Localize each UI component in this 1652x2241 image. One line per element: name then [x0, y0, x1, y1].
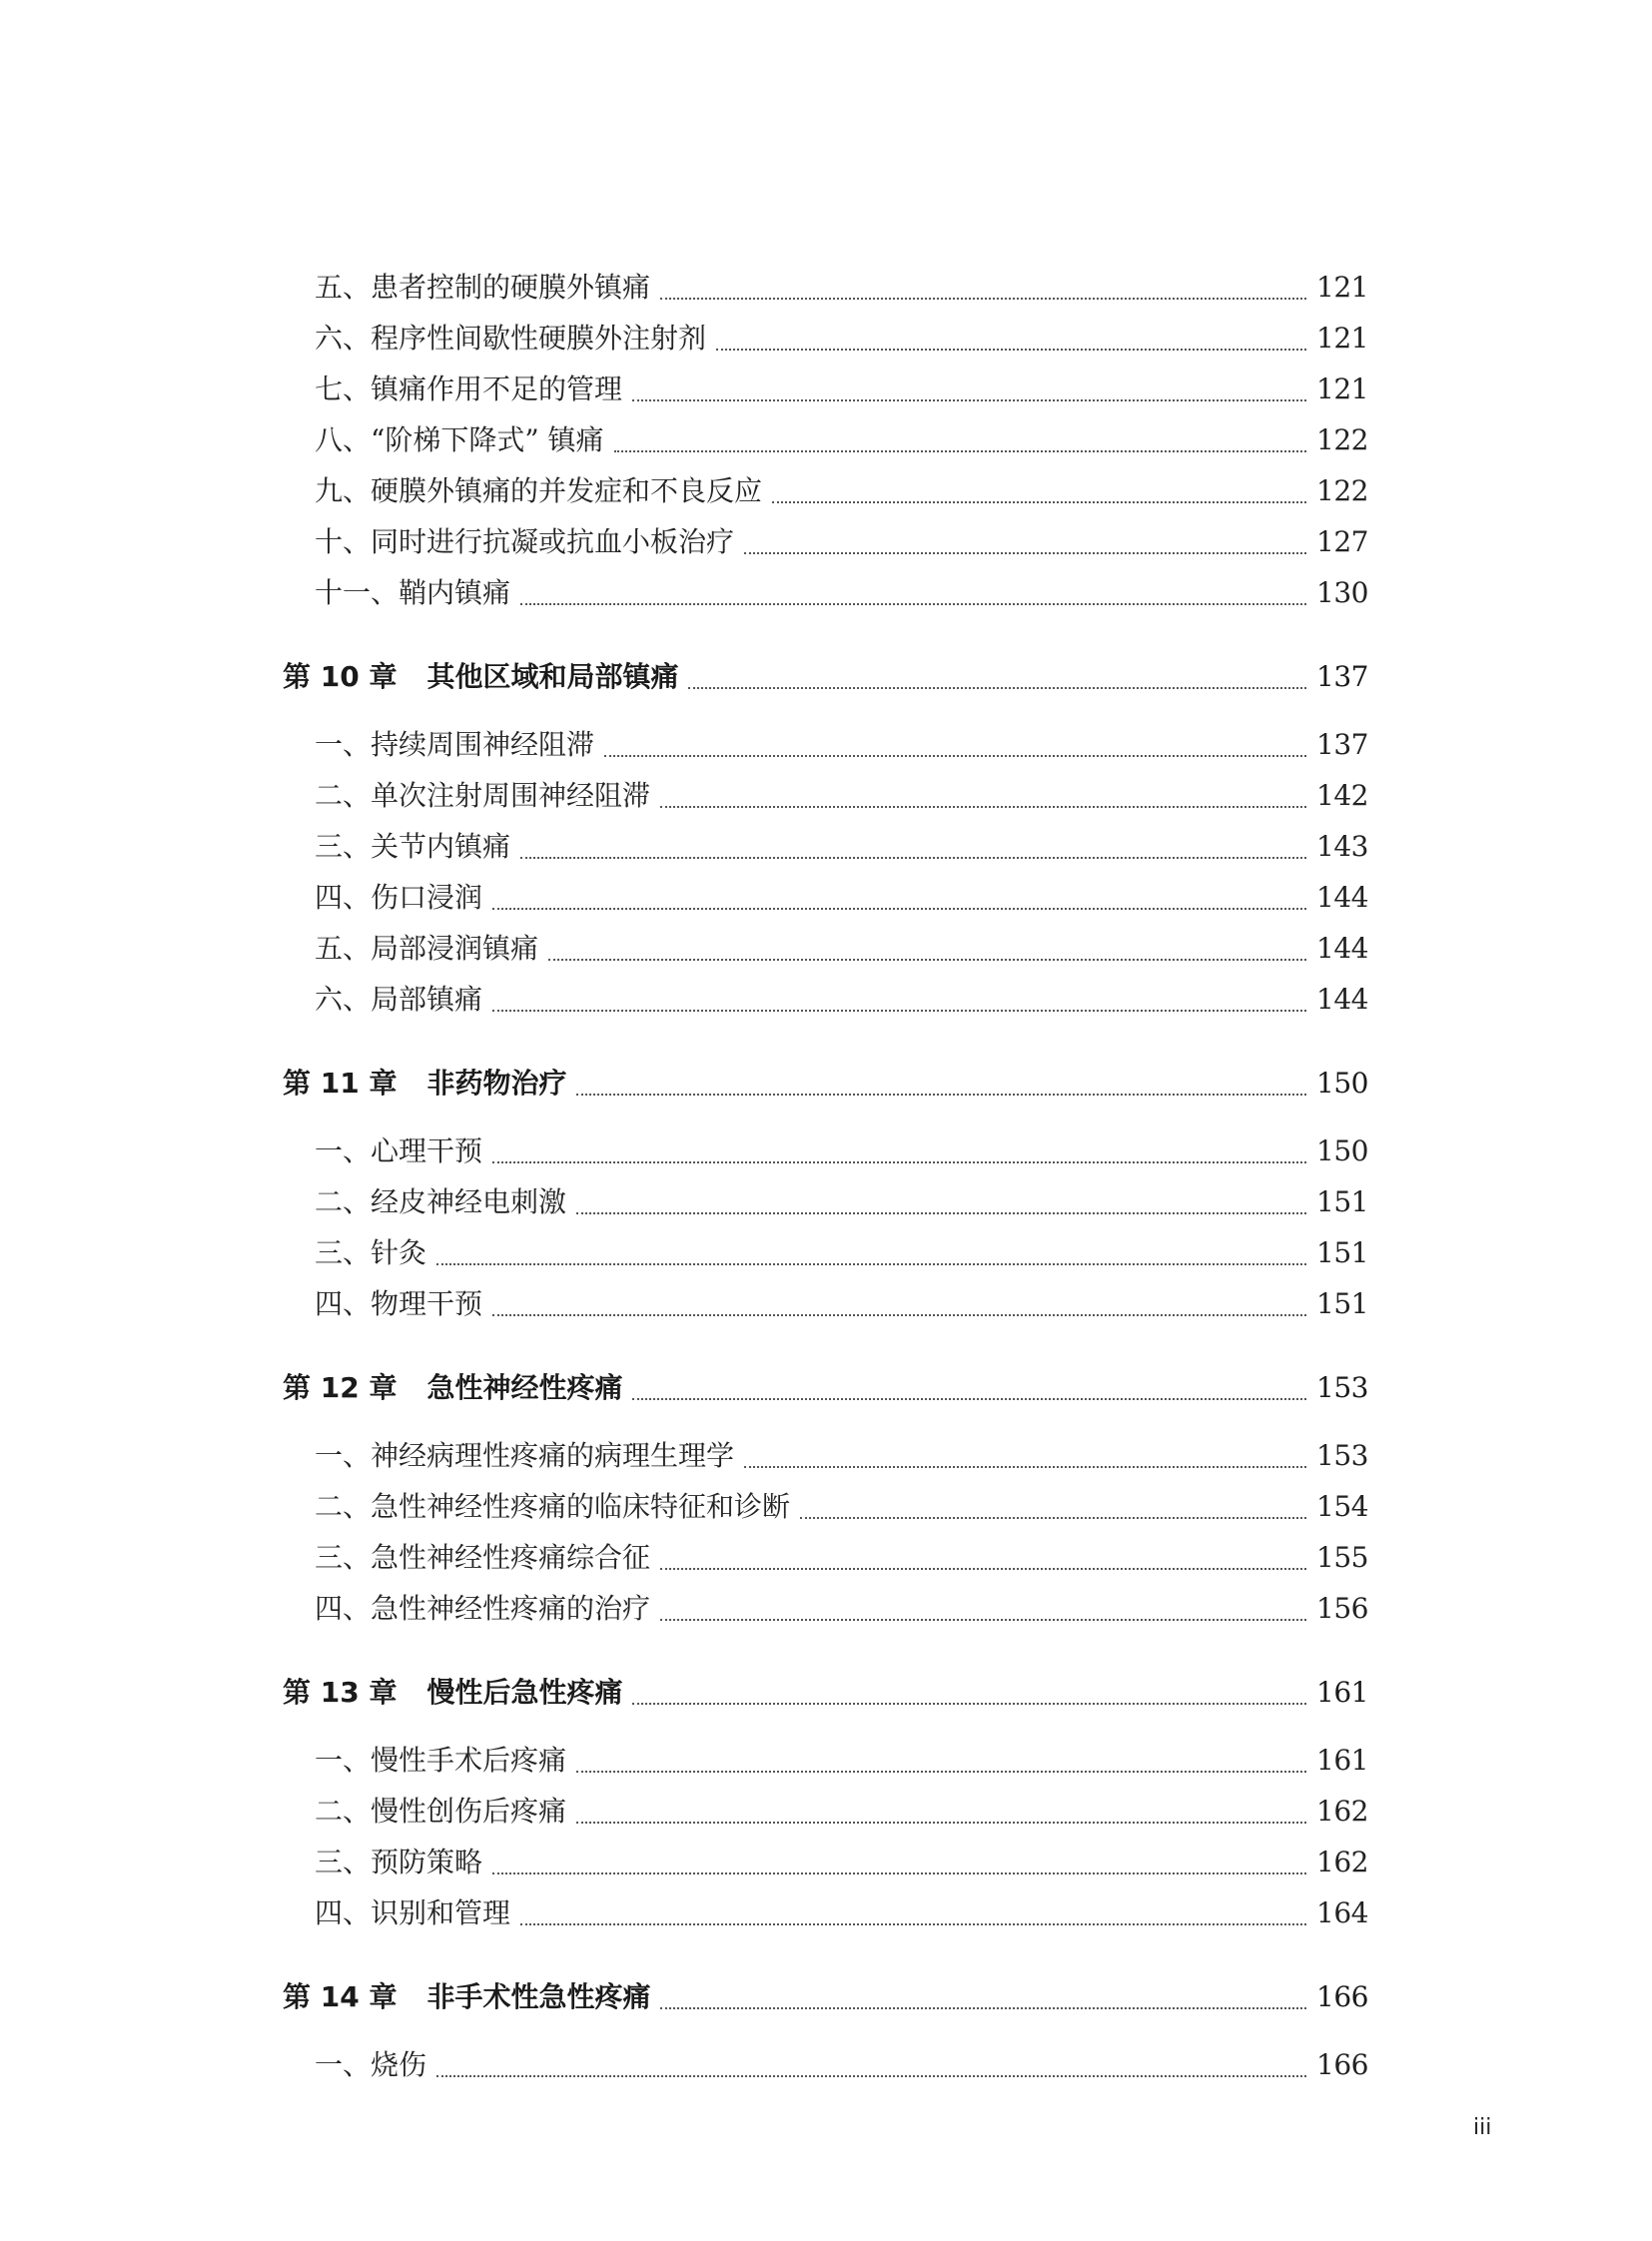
- toc-entry[interactable]: [283, 1278, 1368, 1329]
- chapter-title: 其他区域和局部镇痛: [426, 660, 679, 693]
- toc-entry[interactable]: [283, 1227, 1368, 1278]
- toc-entry[interactable]: [283, 414, 1368, 465]
- dot-leader: [614, 448, 1307, 452]
- entry-page-number: 144: [1316, 881, 1368, 914]
- toc-entry[interactable]: [283, 313, 1368, 364]
- entry-title: 三、预防策略: [315, 1846, 483, 1878]
- dot-leader: [716, 347, 1306, 351]
- entry-title: 四、急性神经性疼痛的治疗: [315, 1592, 651, 1625]
- entry-page-number: 144: [1316, 932, 1368, 965]
- entry-title: 七、镇痛作用不足的管理: [315, 373, 623, 405]
- entry-page-number: 121: [1316, 373, 1368, 405]
- entry-page-number: 164: [1316, 1896, 1368, 1929]
- entry-title: 二、单次注射周围神经阻滞: [315, 779, 651, 812]
- dot-leader: [660, 2005, 1306, 2009]
- entry-page-number: 127: [1316, 525, 1368, 558]
- dot-leader: [660, 296, 1306, 300]
- dot-leader: [632, 397, 1306, 401]
- entry-title: 一、神经病理性疼痛的病理生理学: [315, 1439, 735, 1472]
- toc-entry[interactable]: [283, 1583, 1368, 1634]
- page-number-folio: iii: [1473, 2115, 1492, 2140]
- entry-page-number: 154: [1316, 1490, 1368, 1523]
- entry-page-number: 144: [1316, 983, 1368, 1016]
- toc-entry[interactable]: [283, 567, 1368, 618]
- dot-leader: [576, 1820, 1306, 1824]
- dot-leader: [632, 1396, 1306, 1400]
- dot-leader: [576, 1769, 1306, 1773]
- toc-chapter-heading[interactable]: [283, 651, 1368, 702]
- dot-leader: [492, 1159, 1306, 1163]
- toc-entry[interactable]: [283, 516, 1368, 567]
- dot-leader: [660, 1566, 1306, 1570]
- chapter-title: 非药物治疗: [426, 1067, 567, 1100]
- toc-entry[interactable]: [283, 1125, 1368, 1176]
- dot-leader: [660, 804, 1306, 808]
- entry-title: 四、物理干预: [315, 1287, 483, 1320]
- dot-leader: [632, 1701, 1306, 1705]
- chapter-page-number: 150: [1316, 1067, 1368, 1100]
- dot-leader: [520, 1921, 1306, 1925]
- chapter-title: 急性神经性疼痛: [426, 1371, 623, 1404]
- entry-title: 六、程序性间歇性硬膜外注射剂: [315, 322, 707, 355]
- entry-title: 四、伤口浸润: [315, 881, 483, 914]
- dot-leader: [492, 1008, 1306, 1012]
- toc-entry[interactable]: [283, 1837, 1368, 1887]
- toc-entry[interactable]: [283, 770, 1368, 821]
- toc-chapter-heading[interactable]: [283, 1058, 1368, 1109]
- dot-leader: [492, 1312, 1306, 1316]
- toc-entry[interactable]: [283, 465, 1368, 516]
- toc-chapter-heading[interactable]: [283, 1362, 1368, 1413]
- dot-leader: [492, 1870, 1306, 1874]
- entry-title: 八、“阶梯下降式” 镇痛: [315, 423, 604, 456]
- entry-title: 十、同时进行抗凝或抗血小板治疗: [315, 525, 735, 558]
- entry-page-number: 121: [1316, 271, 1368, 304]
- dot-leader: [576, 1210, 1306, 1214]
- entry-title: 六、局部镇痛: [315, 983, 483, 1016]
- chapter-number: 第 12 章: [283, 1371, 398, 1404]
- chapter-number: 第 14 章: [283, 1980, 398, 2013]
- dot-leader: [604, 753, 1306, 757]
- entry-page-number: 162: [1316, 1846, 1368, 1878]
- entry-page-number: 137: [1316, 728, 1368, 761]
- dot-leader: [520, 601, 1306, 605]
- entry-page-number: 153: [1316, 1439, 1368, 1472]
- dot-leader: [436, 2073, 1306, 2077]
- entry-page-number: 155: [1316, 1541, 1368, 1574]
- dot-leader: [576, 1092, 1306, 1096]
- entry-page-number: 142: [1316, 779, 1368, 812]
- toc-entry[interactable]: [283, 1176, 1368, 1227]
- toc-entry[interactable]: [283, 1786, 1368, 1837]
- entry-title: 四、识别和管理: [315, 1896, 511, 1929]
- entry-title: 十一、鞘内镇痛: [315, 576, 511, 609]
- toc-entry[interactable]: [283, 974, 1368, 1025]
- chapter-page-number: 161: [1316, 1676, 1368, 1709]
- toc-entry[interactable]: [283, 719, 1368, 770]
- toc-entry[interactable]: [283, 2039, 1368, 2090]
- toc-entry[interactable]: [283, 364, 1368, 414]
- entry-title: 二、经皮神经电刺激: [315, 1185, 567, 1218]
- toc-entry[interactable]: [283, 262, 1368, 313]
- entry-title: 二、慢性创伤后疼痛: [315, 1795, 567, 1828]
- dot-leader: [660, 1617, 1306, 1621]
- dot-leader: [772, 499, 1306, 503]
- dot-leader: [800, 1515, 1306, 1519]
- toc-chapter-heading[interactable]: [283, 1971, 1368, 2022]
- toc-entry[interactable]: [283, 1887, 1368, 1938]
- toc-entry[interactable]: [283, 1481, 1368, 1532]
- entry-page-number: 156: [1316, 1592, 1368, 1625]
- dot-leader: [744, 1464, 1306, 1468]
- entry-title: 一、心理干预: [315, 1134, 483, 1167]
- chapter-number: 第 10 章: [283, 660, 398, 693]
- dot-leader: [744, 550, 1306, 554]
- entry-title: 五、局部浸润镇痛: [315, 932, 539, 965]
- entry-page-number: 151: [1316, 1287, 1368, 1320]
- entry-title: 一、烧伤: [315, 2048, 427, 2081]
- dot-leader: [436, 1261, 1306, 1265]
- chapter-page-number: 137: [1316, 660, 1368, 693]
- toc-entry[interactable]: [283, 1532, 1368, 1583]
- entry-page-number: 161: [1316, 1744, 1368, 1777]
- entry-page-number: 122: [1316, 474, 1368, 507]
- toc-entry[interactable]: [283, 1735, 1368, 1786]
- entry-title: 三、急性神经性疼痛综合征: [315, 1541, 651, 1574]
- toc-entry[interactable]: [283, 872, 1368, 923]
- dot-leader: [688, 685, 1306, 689]
- entry-page-number: 143: [1316, 830, 1368, 863]
- table-of-contents: [283, 262, 1368, 2090]
- toc-entry[interactable]: [283, 1430, 1368, 1481]
- entry-title: 一、慢性手术后疼痛: [315, 1744, 567, 1777]
- entry-title: 二、急性神经性疼痛的临床特征和诊断: [315, 1490, 791, 1523]
- entry-page-number: 130: [1316, 576, 1368, 609]
- entry-title: 一、持续周围神经阻滞: [315, 728, 595, 761]
- toc-entry[interactable]: [283, 821, 1368, 872]
- chapter-title: 非手术性急性疼痛: [426, 1980, 651, 2013]
- entry-page-number: 162: [1316, 1795, 1368, 1828]
- entry-title: 五、患者控制的硬膜外镇痛: [315, 271, 651, 304]
- entry-page-number: 151: [1316, 1236, 1368, 1269]
- dot-leader: [520, 855, 1306, 859]
- entry-page-number: 166: [1316, 2048, 1368, 2081]
- dot-leader: [548, 957, 1306, 961]
- toc-entry[interactable]: [283, 923, 1368, 974]
- chapter-title: 慢性后急性疼痛: [426, 1676, 623, 1709]
- entry-page-number: 150: [1316, 1134, 1368, 1167]
- chapter-number: 第 13 章: [283, 1676, 398, 1709]
- chapter-number: 第 11 章: [283, 1067, 398, 1100]
- entry-title: 三、针灸: [315, 1236, 427, 1269]
- entry-title: 三、关节内镇痛: [315, 830, 511, 863]
- entry-title: 九、硬膜外镇痛的并发症和不良反应: [315, 474, 763, 507]
- chapter-page-number: 153: [1316, 1371, 1368, 1404]
- entry-page-number: 122: [1316, 423, 1368, 456]
- entry-page-number: 151: [1316, 1185, 1368, 1218]
- chapter-page-number: 166: [1316, 1980, 1368, 2013]
- toc-chapter-heading[interactable]: [283, 1667, 1368, 1718]
- entry-page-number: 121: [1316, 322, 1368, 355]
- dot-leader: [492, 906, 1306, 910]
